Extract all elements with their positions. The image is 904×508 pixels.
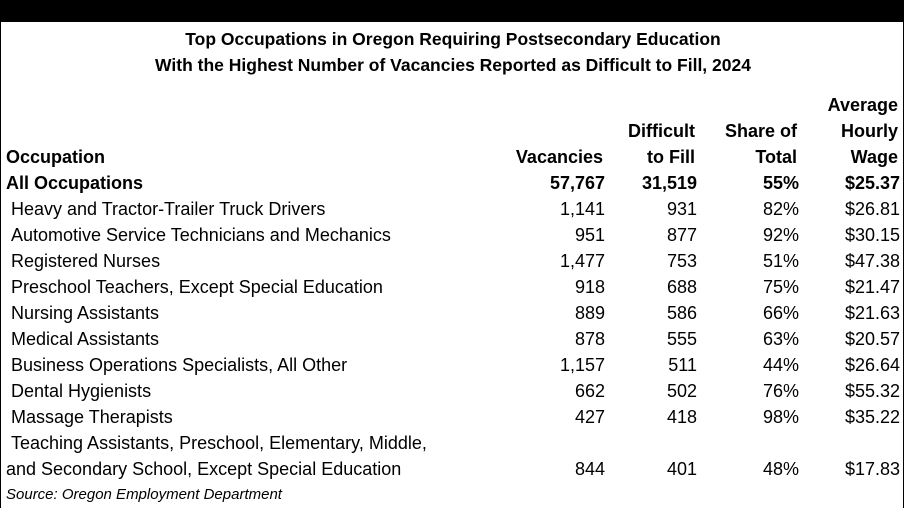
cell-occupation: Dental Hygienists xyxy=(11,381,152,401)
cell-share: 63% xyxy=(762,329,799,349)
table-row xyxy=(1,222,904,248)
cell-occupation: Business Operations Specialists, All Other xyxy=(11,355,348,375)
cell-vacancies: 878 xyxy=(574,329,605,349)
cell-wage: $21.47 xyxy=(844,277,900,297)
cell-vacancies: 1,157 xyxy=(559,355,605,375)
table-row xyxy=(1,300,904,326)
cell-occupation-line-2: and Secondary School, Except Special Education xyxy=(6,459,402,479)
header-share-line-1: Share of xyxy=(724,121,797,141)
cell-wage: $35.22 xyxy=(844,407,900,427)
header-difficult-line-2: to Fill xyxy=(647,147,695,167)
cell-difficult: 31,519 xyxy=(641,173,697,193)
cell-wage: $21.63 xyxy=(844,303,900,323)
table-title-line-2: With the Highest Number of Vacancies Reported as Difficult to Fill, 2024 xyxy=(155,55,751,75)
cell-wage: $20.57 xyxy=(844,329,900,349)
cell-vacancies: 889 xyxy=(574,303,605,323)
cell-difficult: 401 xyxy=(666,459,697,479)
cell-wage: $30.15 xyxy=(844,225,900,245)
cell-difficult: 688 xyxy=(666,277,697,297)
table-row xyxy=(1,196,904,222)
cell-difficult: 877 xyxy=(666,225,697,245)
cell-vacancies: 662 xyxy=(574,381,605,401)
cell-occupation: Massage Therapists xyxy=(11,407,173,427)
cell-difficult: 753 xyxy=(666,251,697,271)
cell-share: 82% xyxy=(762,199,799,219)
cell-vacancies: 427 xyxy=(574,407,605,427)
cell-share: 44% xyxy=(762,355,799,375)
table-row xyxy=(1,404,904,430)
table-figure xyxy=(0,22,904,508)
header-wage-line-1: Average xyxy=(827,95,898,115)
cell-occupation: Medical Assistants xyxy=(11,329,160,349)
cell-difficult: 586 xyxy=(666,303,697,323)
cell-vacancies: 918 xyxy=(574,277,605,297)
cell-occupation: Heavy and Tractor-Trailer Truck Drivers xyxy=(11,199,326,219)
cell-share: 76% xyxy=(762,381,799,401)
table-row-total xyxy=(1,170,904,196)
header-wage-line-3: Wage xyxy=(850,147,898,167)
header-difficult-line-1: Difficult xyxy=(628,121,695,141)
cell-occupation: Registered Nurses xyxy=(11,251,161,271)
cell-wage: $25.37 xyxy=(844,173,900,193)
cell-share: 51% xyxy=(762,251,799,271)
header-share-line-2: Total xyxy=(755,147,797,167)
table-title-line-1: Top Occupations in Oregon Requiring Postsecondary Education xyxy=(185,29,721,49)
cell-share: 48% xyxy=(762,459,799,479)
table-row-last-line-1 xyxy=(1,430,904,456)
cell-difficult: 418 xyxy=(666,407,697,427)
cell-vacancies: 844 xyxy=(574,459,605,479)
cell-occupation: Automotive Service Technicians and Mechanics xyxy=(11,225,391,245)
cell-wage: $26.64 xyxy=(844,355,900,375)
table-row-last xyxy=(1,456,904,482)
source-note: Source: Oregon Employment Department xyxy=(6,486,282,503)
cell-share: 66% xyxy=(762,303,799,323)
table-row xyxy=(1,248,904,274)
cell-share: 98% xyxy=(762,407,799,427)
cell-vacancies: 57,767 xyxy=(549,173,605,193)
cell-wage: $47.38 xyxy=(844,251,900,271)
cell-difficult: 511 xyxy=(668,355,697,375)
cell-share: 75% xyxy=(762,277,799,297)
table-row xyxy=(1,352,904,378)
cell-wage: $26.81 xyxy=(844,199,900,219)
cell-occupation-line-1: Teaching Assistants, Preschool, Elementary, Middle, xyxy=(11,433,427,453)
cell-share: 92% xyxy=(762,225,799,245)
table-row xyxy=(1,326,904,352)
cell-difficult: 931 xyxy=(666,199,697,219)
table-row xyxy=(1,378,904,404)
cell-vacancies: 951 xyxy=(574,225,605,245)
cell-vacancies: 1,477 xyxy=(559,251,605,271)
header-wage-line-2: Hourly xyxy=(840,121,898,141)
cell-difficult: 555 xyxy=(666,329,697,349)
cell-wage: $55.32 xyxy=(844,381,900,401)
cell-wage: $17.83 xyxy=(844,459,900,479)
cell-occupation: Preschool Teachers, Except Special Education xyxy=(11,277,383,297)
cell-difficult: 502 xyxy=(666,381,697,401)
header-occupation: Occupation xyxy=(6,147,106,167)
table-row xyxy=(1,274,904,300)
header-vacancies: Vacancies xyxy=(515,147,603,167)
cell-share: 55% xyxy=(762,173,799,193)
cell-occupation: Nursing Assistants xyxy=(11,303,160,323)
cell-vacancies: 1,141 xyxy=(559,199,605,219)
cell-occupation: All Occupations xyxy=(6,173,144,193)
